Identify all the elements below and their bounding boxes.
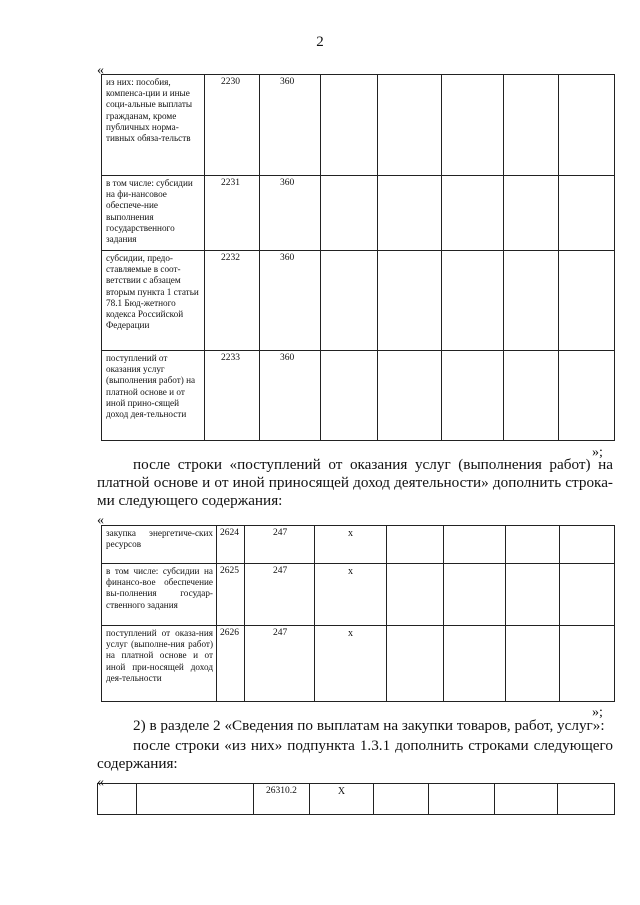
table-procurement	[97, 783, 615, 815]
empty-cell	[506, 626, 560, 702]
table-payments-social	[101, 74, 615, 441]
row-mark: Х	[310, 784, 374, 815]
empty-cell	[98, 784, 137, 815]
empty-cell	[378, 351, 442, 441]
page-number: 2	[316, 34, 324, 50]
empty-cell	[504, 75, 559, 176]
row-kosgu: 247	[245, 564, 315, 626]
table-energy-purchase	[101, 525, 615, 702]
empty-cell	[387, 526, 444, 564]
row-kosgu: 360	[260, 176, 321, 251]
row-code: 2233	[205, 351, 260, 441]
table-row	[102, 351, 615, 441]
empty-cell	[506, 526, 560, 564]
paragraph-add-rows-section-2: после строки «из них» подпункта 1.3.1 дополнить строками следующего содержания:	[97, 737, 613, 772]
row-kosgu: 360	[260, 351, 321, 441]
empty-cell	[558, 784, 615, 815]
row-mark: х	[315, 564, 387, 626]
empty-cell	[444, 526, 506, 564]
row-mark: х	[315, 526, 387, 564]
row-mark: х	[315, 626, 387, 702]
row-code: 2230	[205, 75, 260, 176]
empty-cell	[442, 251, 504, 351]
empty-cell	[321, 176, 378, 251]
row-description: поступлений от оказания услуг (выполнения работ) на платной основе и от иной прино-сящей доход дея-тельности	[102, 351, 205, 441]
row-kosgu: 360	[260, 251, 321, 351]
empty-cell	[442, 75, 504, 176]
closing-quote: »;	[592, 445, 603, 460]
empty-cell	[559, 351, 615, 441]
empty-cell	[444, 564, 506, 626]
table-row	[102, 564, 615, 626]
empty-cell	[560, 526, 615, 564]
paragraph-section-2: 2) в разделе 2 «Сведения по выплатам на закупки товаров, работ, услуг»:	[133, 717, 605, 734]
table-row	[102, 526, 615, 564]
row-description: поступлений от оказа-ния услуг (выполне-ния работ) на платной основе и от иной при-носящей доход дея-тельности	[102, 626, 217, 702]
closing-quote: »;	[592, 705, 603, 720]
row-code: 2231	[205, 176, 260, 251]
empty-cell	[495, 784, 558, 815]
row-code: 2232	[205, 251, 260, 351]
empty-cell	[504, 176, 559, 251]
empty-cell	[378, 176, 442, 251]
table-row	[102, 626, 615, 702]
empty-cell	[321, 251, 378, 351]
opening-quote: «	[97, 513, 104, 528]
empty-cell	[378, 251, 442, 351]
row-description: из них: пособия, компенса-ции и иные соци-альные выплаты гражданам, кроме публичных норма-тивных обяза-тельств	[102, 75, 205, 176]
empty-cell	[506, 564, 560, 626]
empty-cell	[137, 784, 254, 815]
row-description: закупка энергетиче-ских ресурсов	[102, 526, 217, 564]
opening-quote: «	[97, 775, 104, 790]
empty-cell	[429, 784, 495, 815]
empty-cell	[321, 351, 378, 441]
empty-cell	[559, 176, 615, 251]
empty-cell	[442, 351, 504, 441]
row-kosgu: 247	[245, 526, 315, 564]
empty-cell	[378, 75, 442, 176]
empty-cell	[560, 626, 615, 702]
row-kosgu: 360	[260, 75, 321, 176]
table-row	[102, 75, 615, 176]
row-description: в том числе: субсидии на фи-нансовое обеспече-ние выполнения государственного задания	[102, 176, 205, 251]
row-code: 2625	[217, 564, 245, 626]
empty-cell	[559, 75, 615, 176]
paragraph-add-rows: после строки «поступлений от оказания услуг (выполнения работ) на платной основе и от иной приносящей доход деятельности» дополнить строка-ми следующего содержания:	[97, 456, 613, 509]
opening-quote: «	[97, 63, 104, 78]
row-code: 26310.2	[254, 784, 310, 815]
empty-cell	[321, 75, 378, 176]
empty-cell	[444, 626, 506, 702]
empty-cell	[560, 564, 615, 626]
row-kosgu: 247	[245, 626, 315, 702]
table-row	[102, 251, 615, 351]
empty-cell	[559, 251, 615, 351]
row-description: субсидии, предо-ставляемые в соот-ветствии с абзацем вторым пункта 1 статьи 78.1 Бюд-жетного кодекса Российской Федерации	[102, 251, 205, 351]
empty-cell	[504, 351, 559, 441]
row-code: 2624	[217, 526, 245, 564]
row-description: в том числе: субсидии на финансо-вое обеспечение вы-полнения государ-ственного задания	[102, 564, 217, 626]
empty-cell	[442, 176, 504, 251]
empty-cell	[387, 564, 444, 626]
row-code: 2626	[217, 626, 245, 702]
empty-cell	[504, 251, 559, 351]
empty-cell	[374, 784, 429, 815]
empty-cell	[387, 626, 444, 702]
table-row	[98, 784, 615, 815]
table-row	[102, 176, 615, 251]
